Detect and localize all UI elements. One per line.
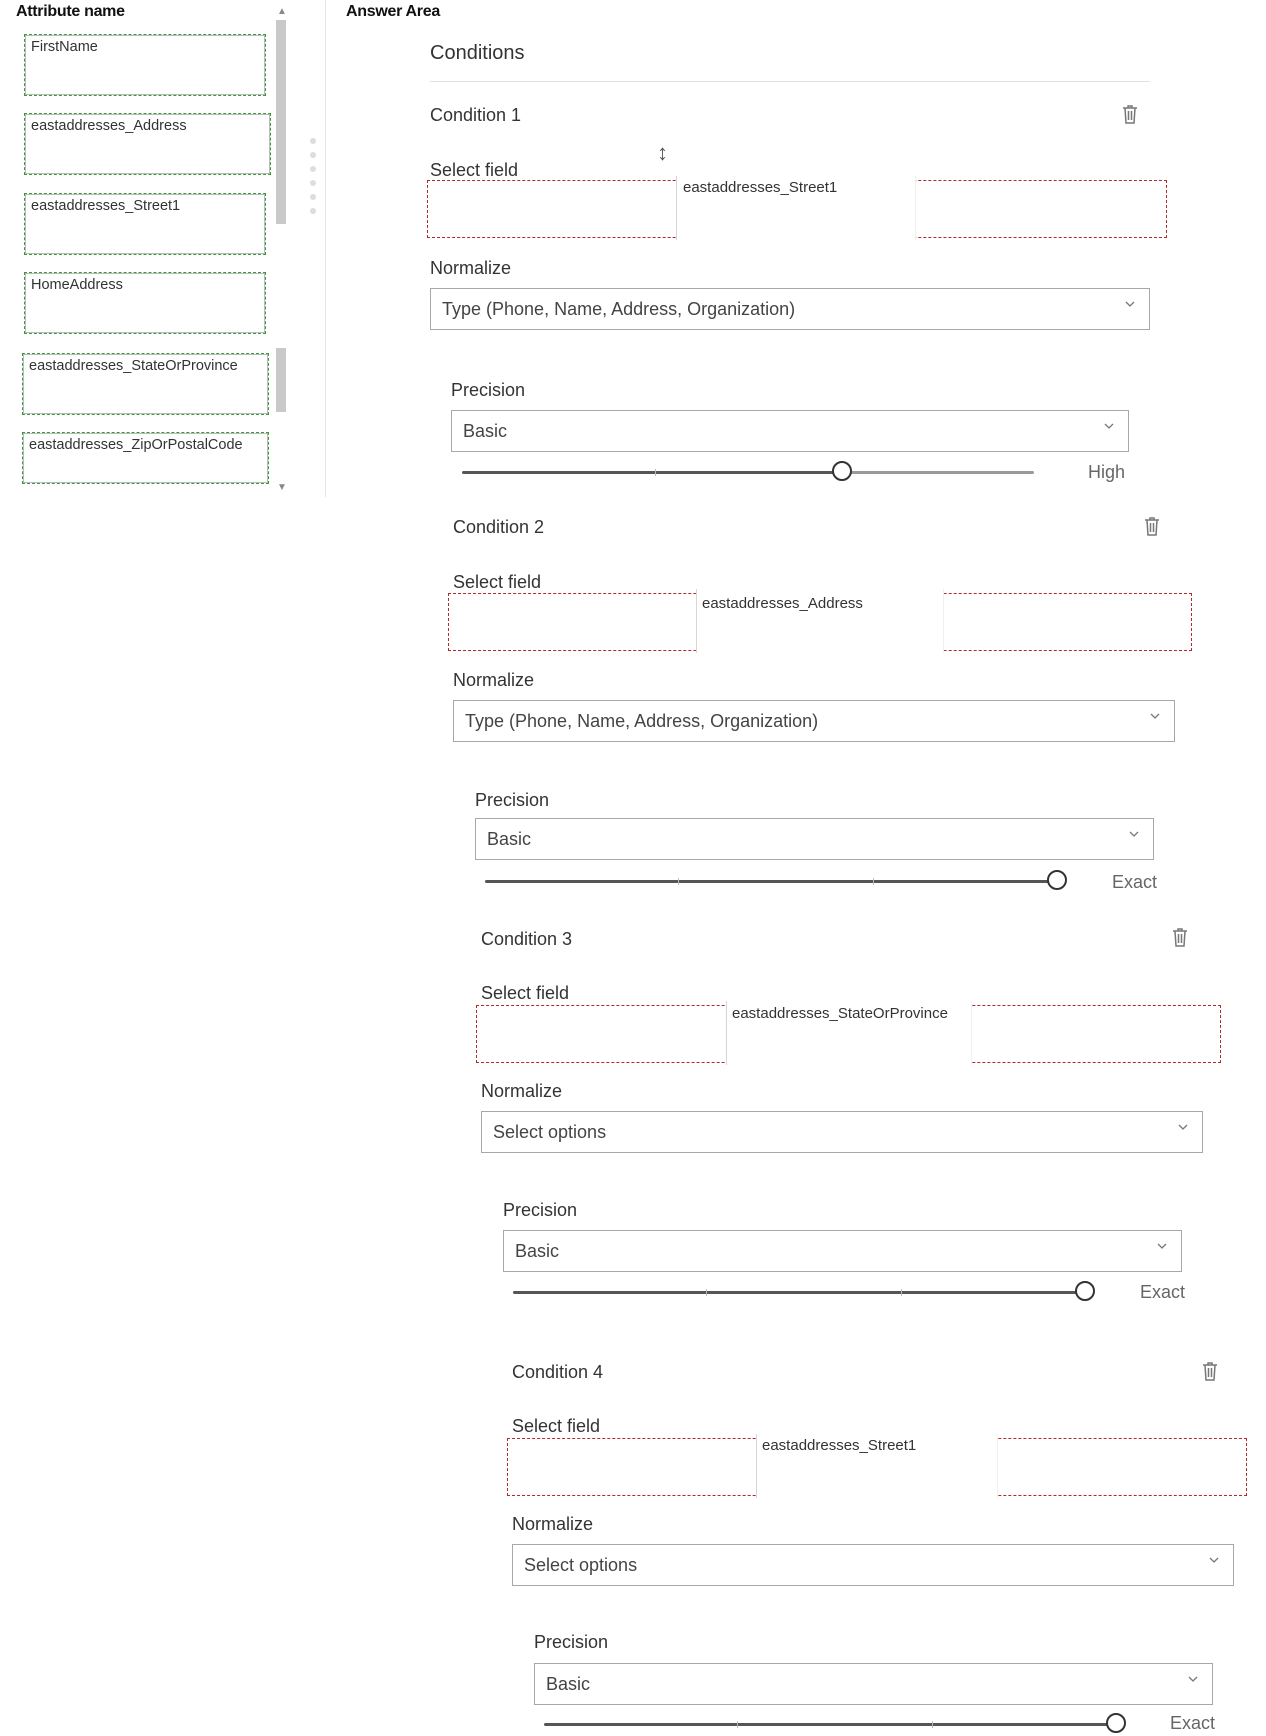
attribute-chip-address[interactable] [24,113,271,175]
answer-area-header: Answer Area [346,3,440,20]
select-field-label: Select field [430,160,519,180]
normalize-select[interactable] [481,1111,1203,1153]
attribute-scrollbar[interactable] [276,6,288,496]
attribute-chip-label: eastaddresses_ZipOrPostalCode [29,437,243,453]
precision-label: Precision [534,1632,609,1652]
attribute-chip-label: eastaddresses_Street1 [31,198,181,214]
normalize-label: Normalize [453,670,535,690]
condition-title: Condition 4 [512,1362,604,1382]
slider-value-label: Exact [1170,1713,1216,1733]
precision-slider[interactable] [513,1280,1099,1304]
precision-value: Basic [515,1241,560,1261]
scrollbar-thumb[interactable] [276,20,286,224]
panel-divider [325,0,326,497]
chevron-down-icon [1125,299,1135,309]
precision-value: Basic [546,1674,591,1694]
condition-title: Condition 3 [481,929,573,949]
trash-icon[interactable] [1200,1360,1220,1382]
attribute-chip-firstname[interactable] [24,34,266,96]
slider-thumb[interactable] [1075,1281,1095,1301]
slider-thumb[interactable] [1106,1713,1126,1733]
attribute-chip-homeaddress[interactable] [24,272,266,334]
precision-slider[interactable] [462,460,1034,484]
normalize-label: Normalize [481,1081,563,1101]
normalize-label: Normalize [430,258,512,278]
resize-cursor-icon: ↕ [657,140,668,165]
chevron-down-icon [1157,1241,1167,1251]
drag-handle-dots[interactable] [310,138,316,222]
select-field-label: Select field [481,983,570,1003]
chevron-down-icon [1129,829,1139,839]
precision-slider[interactable] [485,869,1071,893]
precision-select[interactable] [451,410,1129,452]
trash-icon[interactable] [1120,103,1140,125]
precision-value: Basic [487,829,532,849]
normalize-value: Select options [524,1555,638,1575]
chevron-down-icon [1150,711,1160,721]
dropped-field-label: eastaddresses_Street1 [762,1437,917,1454]
attribute-name-header: Attribute name [16,3,125,20]
normalize-select[interactable] [512,1544,1234,1586]
attribute-chip-label: FirstName [31,39,98,55]
normalize-select[interactable] [430,288,1150,330]
chevron-down-icon [1104,421,1114,431]
precision-label: Precision [475,790,550,810]
trash-icon[interactable] [1142,515,1162,537]
select-field-label: Select field [512,1416,601,1436]
attribute-chip-ziporpostalcode[interactable] [22,432,269,484]
precision-slider[interactable] [544,1712,1130,1736]
precision-select[interactable] [534,1663,1213,1705]
chevron-down-icon [1178,1122,1188,1132]
normalize-value: Select options [493,1122,607,1142]
slider-value-label: High [1088,462,1126,482]
precision-label: Precision [503,1200,578,1220]
conditions-title: Conditions [430,42,525,64]
attribute-chip-street1[interactable] [24,193,266,255]
normalize-value: Type (Phone, Name, Address, Organization) [442,299,796,319]
condition-title: Condition 2 [453,517,545,537]
attribute-chip-label: eastaddresses_StateOrProvince [29,358,238,374]
chevron-down-icon [1188,1674,1198,1684]
slider-thumb[interactable] [832,461,852,481]
precision-value: Basic [463,421,508,441]
dropped-field-label: eastaddresses_Address [702,595,863,612]
dropped-field-label: eastaddresses_Street1 [683,179,838,196]
dropped-field-label: eastaddresses_StateOrProvince [732,1005,948,1022]
select-field-label: Select field [453,572,542,592]
attribute-chip-label: eastaddresses_Address [31,118,187,134]
scrollbar-thumb-secondary [276,348,286,412]
precision-label: Precision [451,380,526,400]
slider-value-label: Exact [1112,872,1158,892]
scroll-up-arrow-icon[interactable]: ▲ [277,6,287,17]
slider-value-label: Exact [1140,1282,1186,1302]
attribute-chip-label: HomeAddress [31,277,123,293]
chevron-down-icon [1209,1555,1219,1565]
trash-icon[interactable] [1170,926,1190,948]
precision-select[interactable] [475,818,1154,860]
normalize-select[interactable] [453,700,1175,742]
attribute-chip-stateorprovince[interactable] [22,353,269,415]
title-divider [430,81,1150,82]
condition-title: Condition 1 [430,105,522,125]
slider-thumb[interactable] [1047,870,1067,890]
normalize-label: Normalize [512,1514,594,1534]
scroll-down-arrow-icon[interactable]: ▼ [277,482,287,493]
normalize-value: Type (Phone, Name, Address, Organization) [465,711,819,731]
precision-select[interactable] [503,1230,1182,1272]
